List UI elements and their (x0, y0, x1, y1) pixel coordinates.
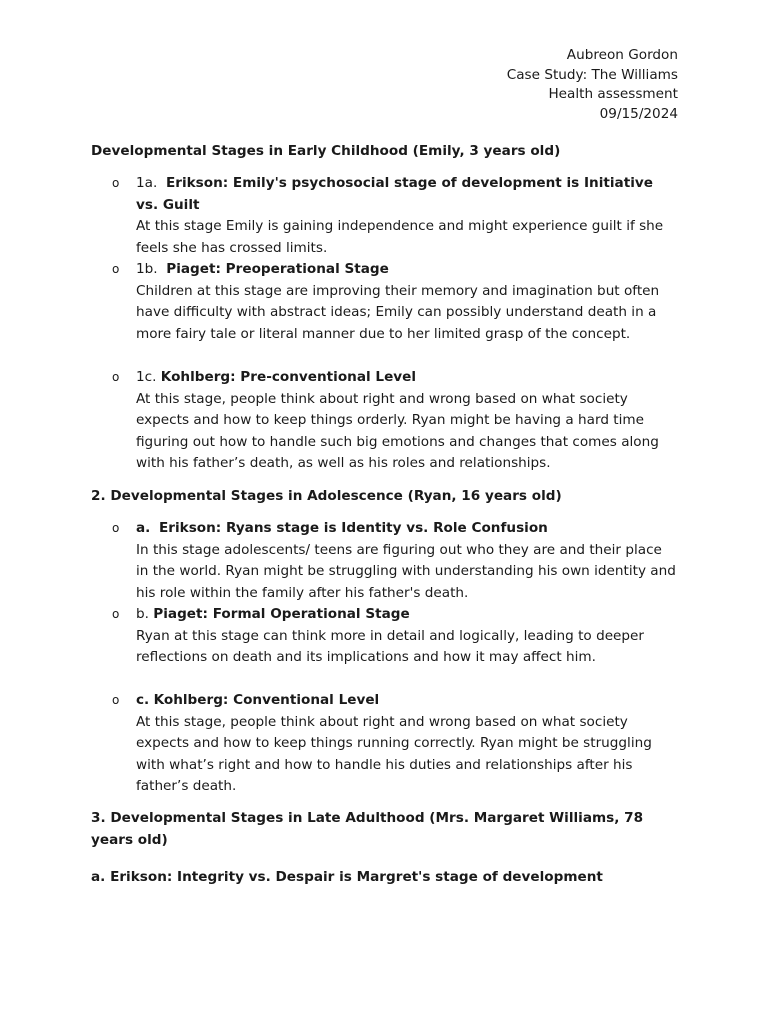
section-3-subheading: a. Erikson: Integrity vs. Despair is Margret's stage of development (91, 869, 603, 885)
item-prefix: 1a. (136, 175, 158, 191)
document-date: 09/15/2024 (599, 105, 678, 122)
section-3-heading: 3. Developmental Stages in Late Adulthood (Mrs. Margaret Williams, 78 years old) (91, 810, 644, 848)
item-prefix: c. (136, 692, 150, 708)
item-prefix: 1c. (136, 369, 157, 385)
author-name: Aubreon Gordon (566, 47, 678, 63)
bullet-icon: o (112, 176, 120, 190)
item-body: At this stage, people think about right and wrong based on what society expects and how to keep things orderly. Ryan might be having a hard time figuring out how to handle such big emotions and changes that comes along with his father’s death, as well as his roles and relationships. (136, 390, 659, 471)
bullet-icon: o (112, 521, 120, 535)
document-header (507, 46, 678, 124)
item-body: Children at this stage are improving their memory and imagination but often have difficulty with abstract ideas; Emily can possibly understand death in a more fairy tale or literal manner due to her limited grasp of the concept. (136, 282, 660, 342)
bullet-icon: o (112, 370, 120, 384)
case-study-title: Case Study: The Williams (506, 66, 678, 83)
list-item (112, 690, 676, 798)
section-1-heading: Developmental Stages in Early Childhood (Emily, 3 years old) (91, 143, 561, 159)
list-item (112, 604, 676, 669)
item-body: In this stage adolescents/ teens are figuring out who they are and their place in the world. Ryan might be struggling with understanding his own identity and his role within the family after his father's death. (136, 541, 676, 601)
item-prefix: b. (136, 606, 149, 622)
item-prefix: a. (136, 520, 151, 536)
item-prefix: 1b. (136, 261, 158, 277)
bullet-icon: o (112, 262, 120, 276)
item-title: Erikson: Ryans stage is Identity vs. Role Confusion (159, 520, 548, 536)
item-body: At this stage, people think about right and wrong based on what society expects and how to keep things running correctly. Ryan might be struggling with what’s right and how to handle his duties and relationships after his father’s death. (136, 713, 652, 794)
item-title: Erikson: Emily's psychosocial stage of development is Initiative vs. Guilt (136, 175, 653, 213)
list-item (112, 367, 676, 475)
item-body: Ryan at this stage can think more in detail and logically, leading to deeper reflections on death and its implications and how it may affect him. (136, 627, 645, 665)
list-item (112, 518, 676, 604)
item-title: Kohlberg: Conventional Level (153, 692, 380, 708)
item-title: Kohlberg: Pre-conventional Level (160, 369, 417, 385)
list-item (112, 173, 676, 259)
item-body: At this stage Emily is gaining independence and might experience guilt if she feels she has crossed limits. (136, 218, 664, 256)
course-name: Health assessment (548, 86, 678, 103)
bullet-icon: o (112, 607, 120, 621)
section-2-heading: 2. Developmental Stages in Adolescence (Ryan, 16 years old) (91, 488, 562, 504)
item-title: Piaget: Formal Operational Stage (153, 606, 410, 622)
item-title: Piaget: Preoperational Stage (166, 261, 389, 277)
list-item (112, 259, 676, 345)
bullet-icon: o (112, 693, 120, 707)
